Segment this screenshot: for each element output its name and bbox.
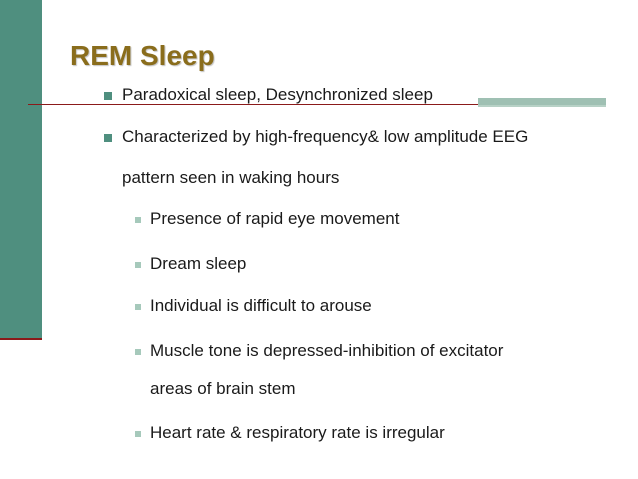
sub-bullet-square-icon — [135, 431, 141, 437]
bullet-item: Characterized by high-frequency& low amplitude EEG — [122, 127, 529, 146]
left-accent-underline — [0, 338, 42, 340]
bullet-item: Paradoxical sleep, Desynchronized sleep — [122, 85, 433, 104]
sub-bullet-item-continuation: areas of brain stem — [150, 379, 296, 398]
sub-bullet-item: Heart rate & respiratory rate is irregular — [150, 423, 445, 442]
bullet-square-icon — [104, 92, 112, 100]
bullet-square-icon — [104, 134, 112, 142]
sub-bullet-square-icon — [135, 349, 141, 355]
left-accent-bar — [0, 0, 42, 340]
bullet-item-continuation: pattern seen in waking hours — [122, 168, 340, 187]
sub-bullet-item: Presence of rapid eye movement — [150, 209, 400, 228]
sub-bullet-square-icon — [135, 217, 141, 223]
sub-bullet-item: Individual is difficult to arouse — [150, 296, 372, 315]
sub-bullet-item: Muscle tone is depressed-inhibition of excitator — [150, 341, 504, 360]
sub-bullet-item: Dream sleep — [150, 254, 247, 273]
title-divider-accent — [478, 98, 606, 107]
slide-title: REM Sleep — [70, 40, 215, 71]
sub-bullet-square-icon — [135, 262, 141, 268]
sub-bullet-square-icon — [135, 304, 141, 310]
